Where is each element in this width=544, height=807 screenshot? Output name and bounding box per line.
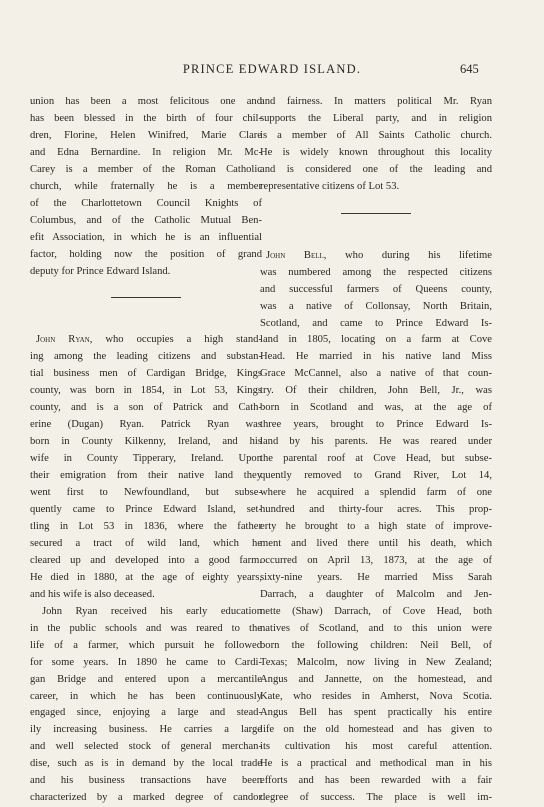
text-line: sixty-nine years. He married Miss Sarah	[260, 571, 492, 583]
text-line: quently came to Prince Edward Island, set-	[30, 504, 262, 516]
text-line: and his business transactions have been	[30, 775, 262, 787]
text-line: county, was born in 1854, in Lot 53, Kings	[30, 385, 262, 397]
text-line: land by his parents. He was reared under	[260, 436, 492, 448]
text-line: life of a farmer, which pursuit he followed	[30, 639, 262, 651]
text-line: Grace McCannel, also a native of that coun-	[260, 368, 492, 380]
text-line: Darrach, a daughter of Malcolm and Jen-	[260, 588, 492, 600]
text-line: Angus and Jannette, on the homestead, and	[260, 673, 492, 685]
text-line: natives of Scotland, and to this union were	[260, 622, 492, 634]
text-line: Carey is a member of the Roman Catholic	[30, 163, 262, 175]
text-line: erty he brought to a high state of improve-	[260, 520, 492, 532]
text-line: He died in 1880, at the age of eighty years,	[30, 571, 262, 583]
text-line: union has been a most felicitous one and	[30, 96, 262, 107]
text-line: has been blessed in the birth of four chil-	[30, 112, 262, 124]
text-line: land in 1805, locating on a farm at Cove	[260, 334, 492, 346]
text-line: of the Charlottetown Council Knights of	[30, 197, 262, 209]
text-line: and is considered one of the leading and	[260, 163, 492, 175]
text-line: efit Association, in which he is an influential	[30, 231, 262, 243]
text-line: Angus Bell has spent practically his entire	[260, 707, 492, 719]
paragraph-first-line: John Bell, who during his lifetime	[266, 249, 492, 261]
text-line: representative citizens of Lot 53.	[260, 180, 400, 192]
text-line: born in Scotland and was, at the age of	[260, 402, 492, 414]
text-line: born the following children: Neil Bell, of	[260, 639, 492, 651]
paragraph-john-bell	[260, 248, 492, 807]
paragraph-ryan-end	[260, 94, 492, 196]
left-column	[30, 94, 262, 807]
text-line: church, while fraternally he is a member	[30, 180, 262, 192]
text-line: deputy for Prince Edward Island.	[30, 265, 171, 277]
text-line: hundred and thirty-four acres. This prop-	[260, 504, 492, 516]
text-line: dise, such as is in demand by the local trade	[30, 758, 262, 770]
text-line: for some years. In 1890 he came to Cardi-	[30, 656, 262, 668]
text-line: went first to Newfoundland, but subse-	[30, 487, 262, 499]
text-line: erine (Dugan) Ryan. Patrick Ryan was	[30, 419, 262, 431]
text-line: nette (Shaw) Darrach, of Cove Head, both	[260, 605, 492, 617]
biography-name: John Bell,	[266, 249, 327, 261]
text-line: engaged since, enjoying a large and stead-	[30, 707, 262, 719]
text-line: career, in which he has been continuously	[30, 690, 262, 702]
text-line: efforts and has been rewarded with a fair	[260, 775, 492, 787]
text-line: where he acquired a splendid farm of one	[260, 487, 492, 499]
text-line: He is widely known throughout this locality	[260, 146, 492, 158]
text-line: supports the Liberal party, and in religion	[260, 112, 492, 124]
text-line: occurred on April 13, 1873, at the age of	[260, 554, 492, 566]
page-number: 645	[460, 62, 479, 76]
text-line: cleared up and developed into a good farm.	[30, 554, 262, 566]
text-line: Head. He married in his native land Miss	[260, 351, 492, 363]
text-line: was numbered among the respected citizens	[260, 266, 492, 278]
text-line: John Ryan received his early education	[42, 605, 262, 617]
text-line: Texas; Malcolm, now living in New Zealand;	[260, 656, 492, 668]
biography-name: John Ryan,	[36, 334, 93, 346]
text-line: ing among the leading citizens and substan-	[30, 351, 262, 363]
text-line: was a native of Collonsay, North Britain,	[260, 300, 492, 312]
right-column	[260, 94, 492, 807]
text-line: and his wife is also deceased.	[30, 588, 155, 600]
text-line: gan Bridge and entered upon a mercantile	[30, 673, 262, 685]
text-line: their emigration from their native land they	[30, 470, 262, 482]
text-line: the parental roof at Cove Head, but subse-	[260, 453, 492, 465]
text-line: in the public schools and was reared to the	[30, 622, 262, 634]
text-line: secured a tract of wild land, which he	[30, 537, 262, 549]
text-line: ment and lived there until his death, which	[260, 537, 492, 549]
text-line: tial business men of Cardigan Bridge, Kings	[30, 368, 262, 380]
text-line: Scotland, and came to Prince Edward Is-	[260, 317, 492, 329]
text-line: is a member of All Saints Catholic church.	[260, 129, 492, 141]
paragraph-john-ryan	[30, 332, 262, 603]
text-line: its cultivation his most careful attention.	[260, 741, 492, 753]
text-line: tling in Lot 53 in 1836, where the father	[30, 520, 262, 532]
paragraph-ryan-education	[30, 604, 262, 807]
text-line: county, and is a son of Patrick and Cath-	[30, 402, 262, 414]
text-line: life on the old homestead and has given to	[260, 724, 492, 736]
text-line: ily increasing business. He carries a large	[30, 724, 262, 736]
text-line: born in County Kilkenny, Ireland, and his	[30, 436, 262, 448]
running-header: PRINCE EDWARD ISLAND.	[182, 62, 362, 76]
paragraph-first-line: John Ryan, who occupies a high stand-	[36, 334, 262, 346]
text-line: and well selected stock of general merchan-	[30, 741, 262, 753]
text-line: dren, Florine, Helen Winifred, Marie Clare	[30, 129, 262, 141]
text-line: and successful farmers of Queens county,	[260, 283, 492, 295]
paragraph-mccarey-end	[30, 94, 262, 280]
text-line: factor, holding now the position of grand	[30, 248, 262, 260]
text-line: and Edna Bernardine. In religion Mr. Mc-	[30, 146, 262, 158]
text-line: three years, brought to Prince Edward Is-	[260, 419, 492, 431]
text-line: and fairness. In matters political Mr. Ryan	[260, 96, 492, 107]
text-line: try. Of their children, John Bell, Jr., was	[260, 385, 492, 397]
text-line: Kate, who resides in Amherst, Nova Scotia.	[260, 690, 492, 702]
text-line: wife in County Tipperary, Ireland. Upon	[30, 453, 262, 465]
text-line: Columbus, and of the Catholic Mutual Ben-	[30, 214, 262, 226]
text-line: quently removed to Grand River, Lot 14,	[260, 470, 492, 482]
text-line: characterized by a marked degree of candor	[30, 792, 262, 804]
text-line: He is a practical and methodical man in his	[260, 758, 492, 770]
text-line: degree of success. The place is well im-	[260, 792, 492, 804]
